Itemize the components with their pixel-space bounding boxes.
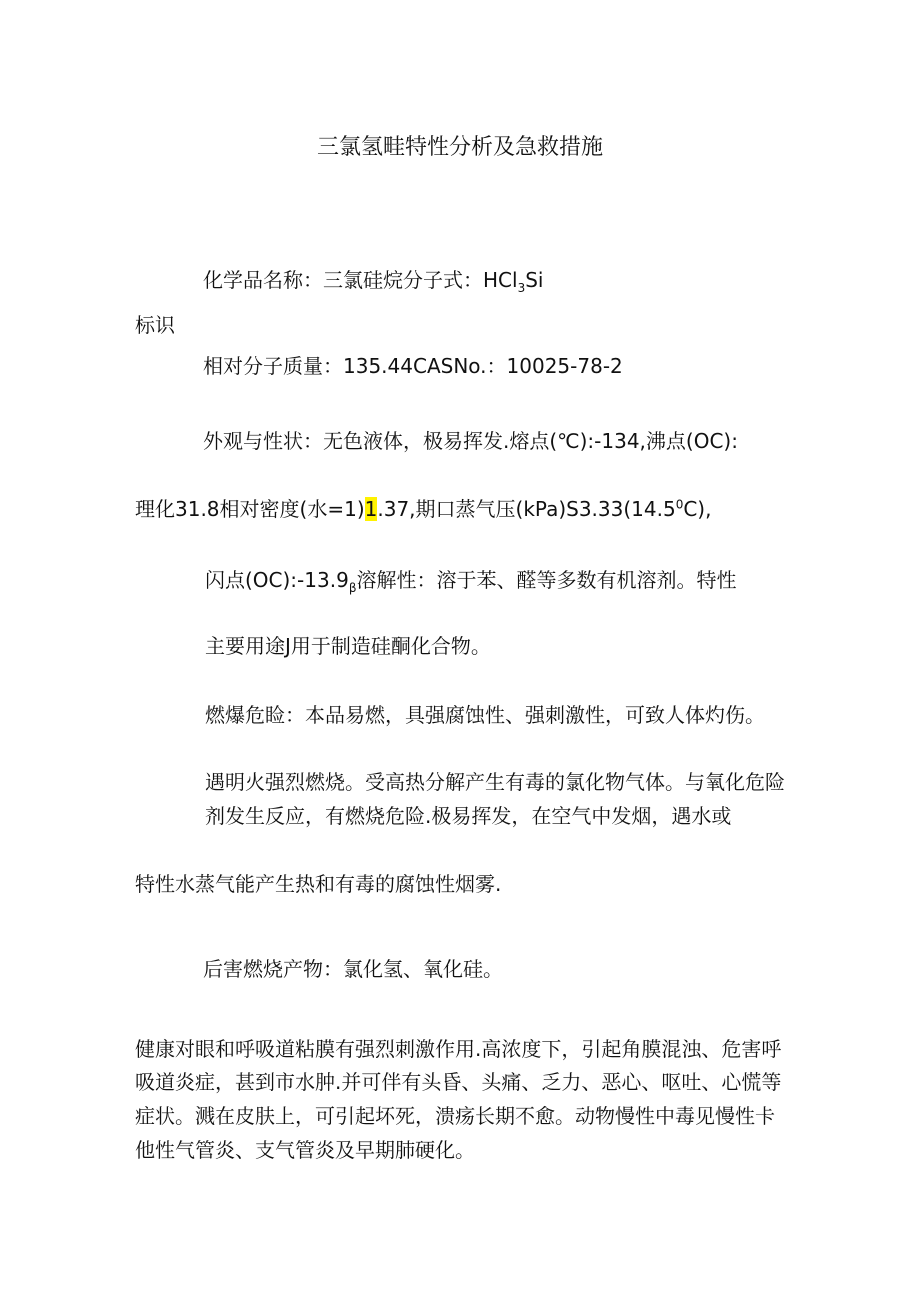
flash-point-line (205, 568, 737, 595)
formula-subscript: 3 (517, 281, 526, 295)
physicochemical-line (135, 499, 711, 519)
health-line-3: 症状。溅在皮肤上，可引起坏死，溃疡长期不愈。动物慢性中毒见慢性卡 (135, 1104, 775, 1128)
highlighted-digit: 1 (364, 497, 378, 521)
flash-point-subscript: β (348, 581, 357, 595)
usage-line: 主要用途J用于制造硅酮化合物。 (205, 634, 491, 658)
hazard-line-1: 燃爆危睑：本品易燃，具强腐蚀性、强刺激性，可致人体灼伤。 (205, 703, 765, 727)
chemical-name-line (203, 268, 544, 295)
hazard-line-3: 剂发生反应，有燃烧危险.极易挥发，在空气中发烟，遇水或 (205, 804, 732, 828)
density-text: 理化31.8相对密度(水=1) (135, 497, 365, 521)
degree-superscript: 0 (675, 497, 684, 512)
hazard-line-4: 特性水蒸气能产生热和有毒的腐蚀性烟雾. (135, 872, 502, 896)
health-line-2: 吸道炎症，甚到市水肿.并可伴有头昏、头痛、乏力、恶心、呕吐、心慌等 (135, 1070, 782, 1094)
health-line-1: 健康对眼和呼吸道粘膜有强烈刺激作用.高浓度下，引起角膜混浊、危害呼 (135, 1037, 782, 1061)
chemical-name-text: 化学品名称：三氯硅烷分子式：HCl (203, 268, 518, 292)
hazard-line-2: 遇明火强烈燃烧。受高热分解产生有毒的氯化物气体。与氧化危险 (205, 770, 785, 794)
section-label-identification: 标识 (135, 313, 175, 337)
formula-tail: Si (525, 268, 544, 292)
solubility-text: 溶解性：溶于苯、醛等多数有机溶剂。特性 (356, 568, 737, 592)
combustion-products-line: 后害燃烧产物：氯化氢、氧化硅。 (203, 957, 503, 981)
vapor-pressure-tail: C), (683, 497, 712, 521)
vapor-pressure-text: .37,期口蒸气压(kPa)S3.33(14.5 (377, 497, 676, 521)
health-line-4: 他性气管炎、支气管炎及早期肺硬化。 (135, 1138, 475, 1162)
molecular-mass-line: 相对分子质量：135.44CASNo.：10025-78-2 (203, 354, 623, 378)
flash-point-text: 闪点(OC):-13.9 (205, 568, 349, 592)
document-title: 三氯氢畦特性分析及急救措施 (316, 135, 603, 160)
appearance-line: 外观与性状：无色液体，极易挥发.熔点(℃):-134,沸点(OC): (203, 429, 738, 453)
